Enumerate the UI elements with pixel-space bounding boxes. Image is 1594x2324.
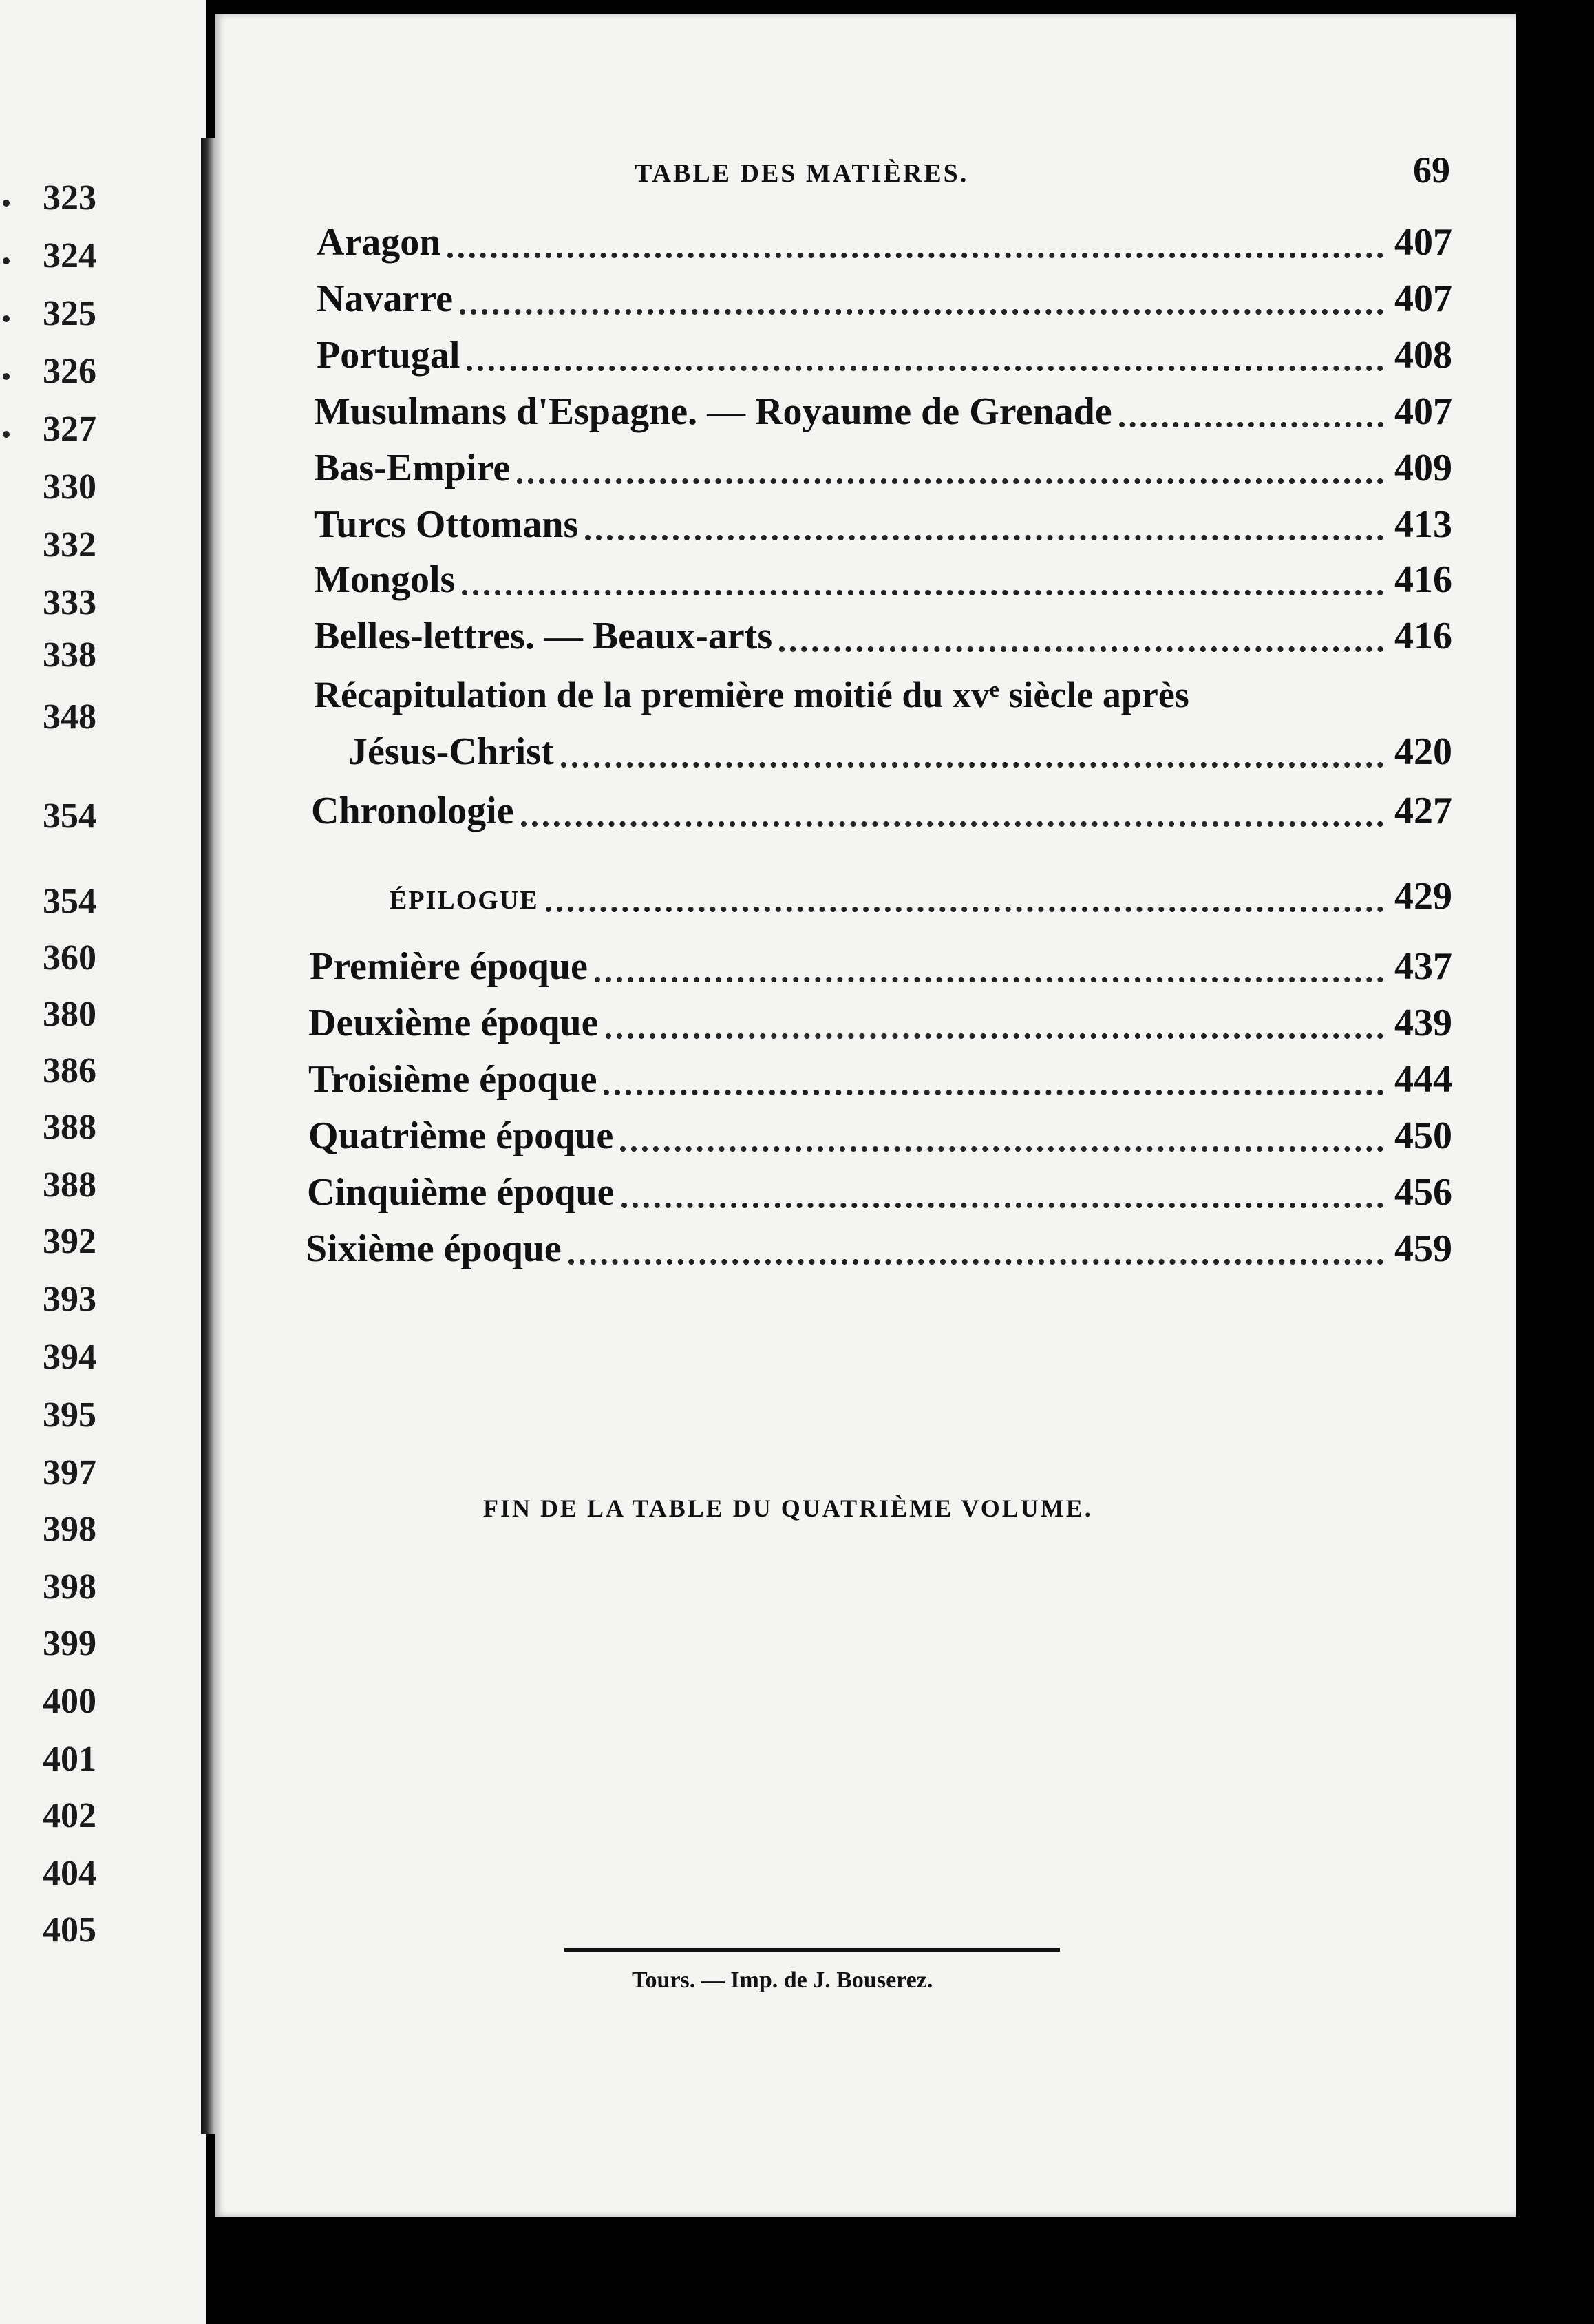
previous-page-number: 405 bbox=[43, 1910, 96, 1950]
toc-entry bbox=[314, 558, 1452, 606]
leader-dot bbox=[3, 373, 10, 380]
dot-leader bbox=[595, 977, 1383, 982]
toc-entry-title: Troisième époque bbox=[308, 1058, 597, 1101]
previous-page-number: 323 bbox=[43, 178, 96, 218]
toc-entry-page: 416 bbox=[1394, 558, 1452, 601]
toc-entry-page: 416 bbox=[1394, 615, 1452, 657]
previous-page-number: 332 bbox=[43, 525, 96, 564]
toc-entry-title: Aragon bbox=[317, 221, 441, 264]
toc-entry-title: Bas-Empire bbox=[314, 447, 511, 489]
previous-page-number: 393 bbox=[43, 1280, 96, 1319]
toc-entry bbox=[307, 1170, 1452, 1218]
toc-entry bbox=[317, 333, 1452, 381]
dot-leader bbox=[462, 590, 1383, 595]
previous-page-number: 354 bbox=[43, 882, 96, 921]
dot-leader bbox=[521, 821, 1383, 827]
toc-entry-title: Chronologie bbox=[311, 790, 514, 832]
leader-dot bbox=[3, 431, 10, 438]
leader-dot bbox=[3, 200, 10, 207]
previous-page-number: 354 bbox=[43, 796, 96, 836]
toc-entry-epilogue bbox=[390, 874, 1452, 922]
toc-entry bbox=[317, 277, 1452, 325]
previous-page-number: 395 bbox=[43, 1395, 96, 1435]
toc-entry-page: 437 bbox=[1394, 945, 1452, 988]
previous-page-number: 402 bbox=[43, 1796, 96, 1835]
toc-entry-page: 444 bbox=[1394, 1058, 1452, 1101]
toc-entry-title: Navarre bbox=[317, 277, 453, 320]
previous-page-number: 388 bbox=[43, 1108, 96, 1147]
toc-entry-page: 407 bbox=[1394, 277, 1452, 320]
dot-leader bbox=[467, 366, 1383, 371]
previous-page-number: 326 bbox=[43, 352, 96, 391]
toc-entry-title: Belles-lettres. — Beaux-arts bbox=[314, 615, 773, 657]
toc-entry bbox=[308, 1057, 1452, 1106]
previous-page-number: 398 bbox=[43, 1567, 96, 1607]
running-head: TABLE DES MATIÈRES. bbox=[635, 159, 969, 188]
toc-entry-page: 456 bbox=[1394, 1171, 1452, 1214]
printer-imprint: Tours. — Imp. de J. Bouserez. bbox=[632, 1967, 933, 1993]
dot-leader bbox=[620, 1146, 1383, 1152]
scan-border bbox=[1516, 0, 1594, 2324]
previous-page-number: 392 bbox=[43, 1222, 96, 1261]
previous-page-number-column bbox=[0, 0, 200, 2324]
toc-entry bbox=[348, 730, 1452, 778]
toc-entry-title: Deuxième époque bbox=[308, 1002, 599, 1044]
toc-entry-page: 459 bbox=[1394, 1227, 1452, 1270]
toc-entry bbox=[308, 1114, 1452, 1162]
dot-leader bbox=[517, 478, 1383, 484]
toc-entry-title-line1: Récapitulation de la première moitié du xvᵉ siècle après bbox=[314, 674, 1189, 715]
previous-page-number: 360 bbox=[43, 938, 96, 978]
previous-page-number: 325 bbox=[43, 294, 96, 333]
toc-entry-title: ÉPILOGUE bbox=[390, 886, 539, 915]
previous-page-number: 333 bbox=[43, 583, 96, 622]
leader-dot bbox=[3, 257, 10, 264]
previous-page-number: 386 bbox=[43, 1051, 96, 1090]
toc-entry bbox=[317, 220, 1452, 268]
toc-entry-title: Turcs Ottomans bbox=[314, 503, 579, 546]
previous-page-fragment bbox=[0, 0, 206, 2324]
toc-entry bbox=[314, 390, 1452, 438]
previous-page-number: 388 bbox=[43, 1165, 96, 1205]
toc-entry bbox=[306, 1227, 1452, 1275]
toc-entry bbox=[310, 944, 1452, 993]
dot-leader bbox=[779, 646, 1383, 652]
leader-dot bbox=[3, 315, 10, 322]
toc-entry-page: 427 bbox=[1394, 790, 1452, 832]
previous-page-number: 401 bbox=[43, 1740, 96, 1779]
toc-entry-title: Musulmans d'Espagne. — Royaume de Grenade bbox=[314, 390, 1112, 433]
toc-entry-page: 407 bbox=[1394, 221, 1452, 264]
dot-leader bbox=[447, 253, 1383, 258]
toc-entry bbox=[314, 614, 1452, 662]
previous-page-number: 400 bbox=[43, 1682, 96, 1721]
toc-entry-title: Cinquième époque bbox=[307, 1171, 615, 1214]
toc-entry bbox=[311, 789, 1452, 837]
dot-leader bbox=[621, 1203, 1384, 1208]
previous-page-number: 394 bbox=[43, 1338, 96, 1377]
toc-entry bbox=[314, 446, 1452, 494]
toc-entry-title: Quatrième époque bbox=[308, 1115, 614, 1157]
dot-leader bbox=[460, 309, 1383, 315]
toc-entry-page: 450 bbox=[1394, 1115, 1452, 1157]
toc-entry bbox=[314, 503, 1452, 551]
toc-entry-page: 407 bbox=[1394, 390, 1452, 433]
toc-entry-page: 409 bbox=[1394, 447, 1452, 489]
book-gutter bbox=[201, 138, 216, 2134]
dot-leader bbox=[546, 907, 1383, 912]
previous-page-number: 397 bbox=[43, 1453, 96, 1492]
previous-page-number: 338 bbox=[43, 635, 96, 675]
toc-entry-page: 439 bbox=[1394, 1002, 1452, 1044]
page-number: 69 bbox=[1413, 149, 1450, 191]
previous-page-number: 330 bbox=[43, 467, 96, 507]
toc-entry-title: Première époque bbox=[310, 945, 588, 988]
book-page bbox=[215, 14, 1516, 2217]
previous-page-number: 348 bbox=[43, 697, 96, 737]
end-of-table-note: FIN DE LA TABLE DU QUATRIÈME VOLUME. bbox=[483, 1494, 1093, 1522]
toc-entry-title: Portugal bbox=[317, 334, 460, 377]
previous-page-number: 399 bbox=[43, 1624, 96, 1663]
toc-entry-page: 420 bbox=[1394, 730, 1452, 773]
dot-leader bbox=[604, 1090, 1383, 1095]
dot-leader bbox=[1119, 422, 1383, 427]
dot-leader bbox=[568, 1259, 1383, 1265]
previous-page-number: 398 bbox=[43, 1510, 96, 1549]
horizontal-rule bbox=[564, 1948, 1060, 1952]
previous-page-number: 404 bbox=[43, 1854, 96, 1893]
toc-entry-title: Mongols bbox=[314, 558, 456, 601]
toc-entry-page: 413 bbox=[1394, 503, 1452, 546]
previous-page-number: 327 bbox=[43, 410, 96, 449]
previous-page-number: 380 bbox=[43, 995, 96, 1034]
previous-page-number: 324 bbox=[43, 236, 96, 275]
dot-leader bbox=[606, 1033, 1383, 1039]
toc-entry bbox=[308, 1001, 1452, 1049]
toc-entry-title: Jésus-Christ bbox=[348, 730, 554, 773]
dot-leader bbox=[585, 535, 1383, 540]
toc-entry-page: 408 bbox=[1394, 334, 1452, 377]
toc-entry-page: 429 bbox=[1394, 875, 1452, 918]
dot-leader bbox=[561, 762, 1383, 768]
toc-entry-title: Sixième époque bbox=[306, 1227, 562, 1270]
